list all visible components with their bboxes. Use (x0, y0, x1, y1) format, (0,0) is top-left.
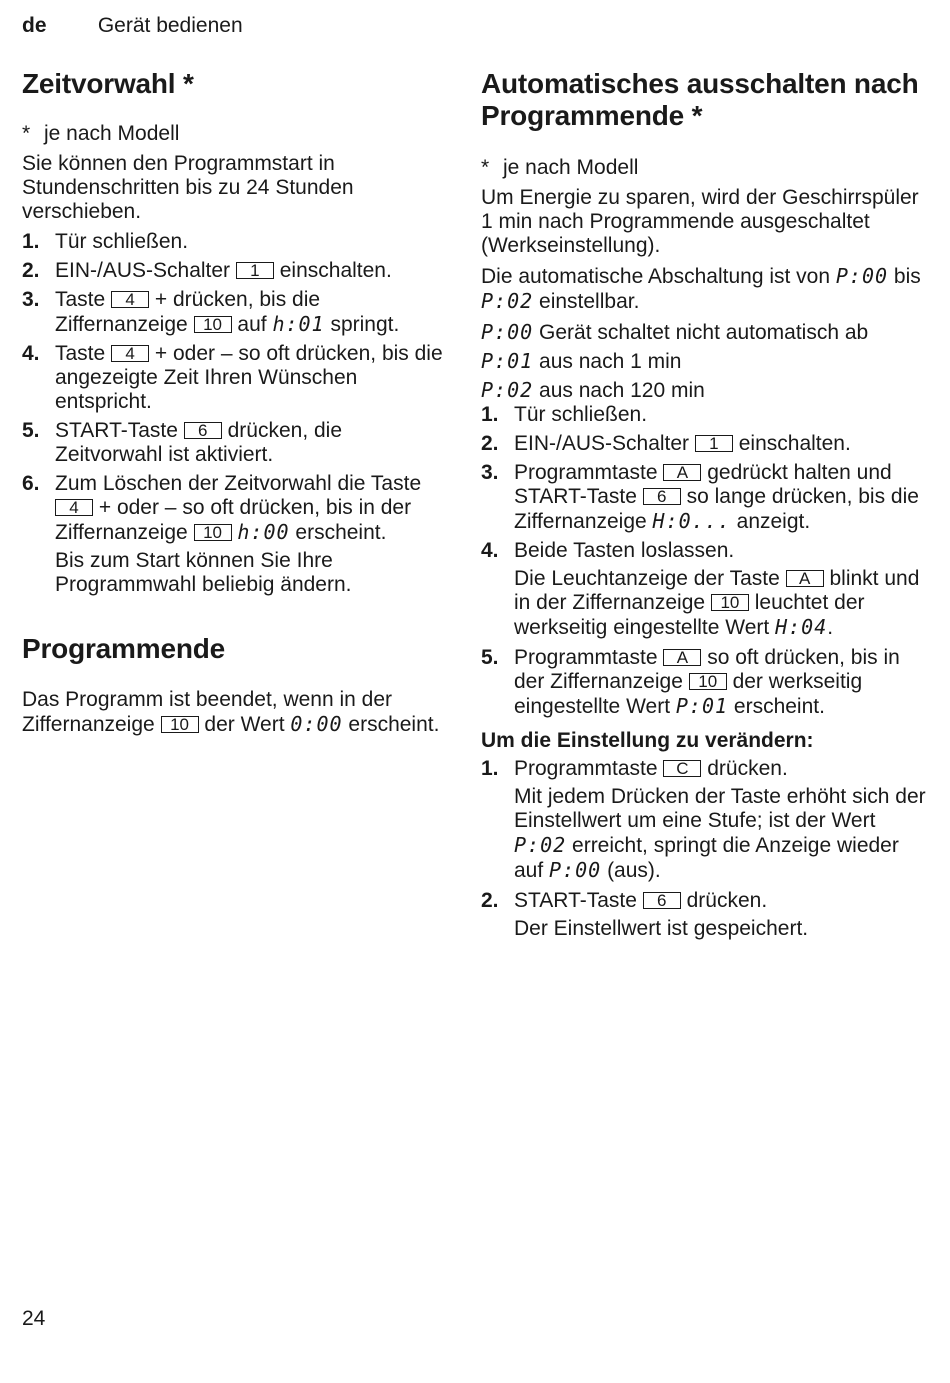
key-box: A (786, 570, 824, 587)
step-4: 4. Beide Tasten loslassen. (481, 539, 735, 562)
step-6-note: Bis zum Start können Sie Ihre Programmwahl beliebig ändern. (55, 549, 352, 596)
language-code: de (22, 14, 47, 37)
auto-off-intro: Um Energie zu sparen, wird der Geschirrspüler 1 min nach Programmende ausgeschaltet (Werkseinstellung). (481, 186, 919, 257)
step-6: 6. Zum Löschen der Zeitvorwahl die Taste 4 + oder – so oft drücken, bis in der Ziffernanzeige 10 h:00 erscheint. (22, 472, 422, 544)
display-box: 10 (689, 673, 727, 690)
lcd-value: H:0... (652, 509, 731, 533)
change-setting-subheading: Um die Einstellung zu verändern: (481, 729, 814, 752)
key-box: 6 (643, 892, 681, 909)
display-box: 10 (711, 594, 749, 611)
key-box: 1 (236, 262, 274, 279)
programmende-text: Das Programm ist beendet, wenn in der Ziffernanzeige 10 der Wert 0:00 erscheint. (22, 688, 440, 736)
step-3: 3. Taste 4 + drücken, bis die Ziffernanzeige 10 auf h:01 springt. (22, 288, 400, 336)
zeitvorwahl-intro: Sie können den Programmstart in Stundenschritten bis zu 24 Stunden verschieben. (22, 152, 354, 223)
step-5: 5. START-Taste 6 drücken, die Zeitvorwahl ist aktiviert. (22, 419, 343, 466)
lcd-value: P:02 (481, 289, 534, 313)
page-number: 24 (22, 1307, 46, 1330)
model-note: * je nach Modell (481, 156, 639, 179)
lcd-value: P:01 (675, 694, 729, 718)
lcd-value: P:00 (835, 264, 889, 288)
auto-off-range: Die automatische Abschaltung ist von P:00 bis P:02 einstellbar. (481, 264, 921, 313)
change-step-2-note: Der Einstellwert ist gespeichert. (514, 917, 809, 940)
programmende-heading: Programmende (22, 633, 225, 664)
setting-definitions (481, 320, 931, 403)
step-1: 1. Tür schließen. (22, 230, 189, 253)
step-4-note: Die Leuchtanzeige der Taste A blinkt und in der Ziffernanzeige 10 leuchtet der werkseitig eingestellte Wert H:04. (514, 567, 920, 639)
left-column (22, 68, 447, 743)
change-step-1-note: Mit jedem Drücken der Taste erhöht sich der Einstellwert um eine Stufe; ist der Wert P:02 erreicht, springt die Anzeige wieder auf P:00 (aus). (514, 785, 926, 882)
lcd-value: 0:00 (290, 712, 343, 736)
key-box: A (663, 649, 701, 666)
lcd-value: H:04 (775, 615, 828, 639)
key-box: 6 (184, 422, 222, 439)
key-box: 6 (643, 488, 681, 505)
setting-def: P:00 Gerät schaltet nicht automatisch ab (481, 320, 869, 344)
change-step-2: 2. START-Taste 6 drücken. (481, 889, 768, 912)
auto-off-heading: Automatisches ausschalten nach Programmende * (481, 68, 919, 131)
step-4: 4. Taste 4 + oder – so oft drücken, bis die angezeigte Zeit Ihren Wünschen entspricht. (22, 342, 443, 413)
key-box: A (663, 464, 701, 481)
right-column (481, 68, 931, 947)
display-box: 10 (161, 716, 199, 733)
lcd-value: h:00 (237, 520, 290, 544)
step-2: 2. EIN-/AUS-Schalter 1 einschalten. (22, 259, 392, 282)
lcd-value: P:02 (514, 833, 567, 857)
setting-def: P:02 aus nach 120 min (481, 378, 705, 402)
step-3: 3. Programmtaste A gedrückt halten und START-Taste 6 so lange drücken, bis die Ziffernanzeige H:0... anzeigt. (481, 461, 919, 533)
setting-def: P:01 aus nach 1 min (481, 349, 682, 373)
key-box: 4 (55, 499, 93, 516)
key-box: 1 (695, 435, 733, 452)
step-1: 1. Tür schließen. (481, 403, 648, 426)
lcd-value: P:00 (549, 858, 602, 882)
key-box: 4 (111, 345, 149, 362)
section-title: Gerät bedienen (97, 14, 243, 37)
change-step-1: 1. Programmtaste C drücken. (481, 757, 788, 780)
display-box: 10 (194, 524, 232, 541)
lcd-value: h:01 (272, 312, 325, 336)
zeitvorwahl-heading: Zeitvorwahl * (22, 68, 194, 99)
step-2: 2. EIN-/AUS-Schalter 1 einschalten. (481, 432, 851, 455)
model-note: * je nach Modell (22, 122, 180, 145)
key-box: C (663, 760, 701, 777)
key-box: 4 (111, 291, 149, 308)
step-5: 5. Programmtaste A so oft drücken, bis in der Ziffernanzeige 10 der werkseitig eingestellte Wert P:01 erscheint. (481, 646, 900, 718)
page-header (22, 14, 243, 38)
display-box: 10 (194, 316, 232, 333)
